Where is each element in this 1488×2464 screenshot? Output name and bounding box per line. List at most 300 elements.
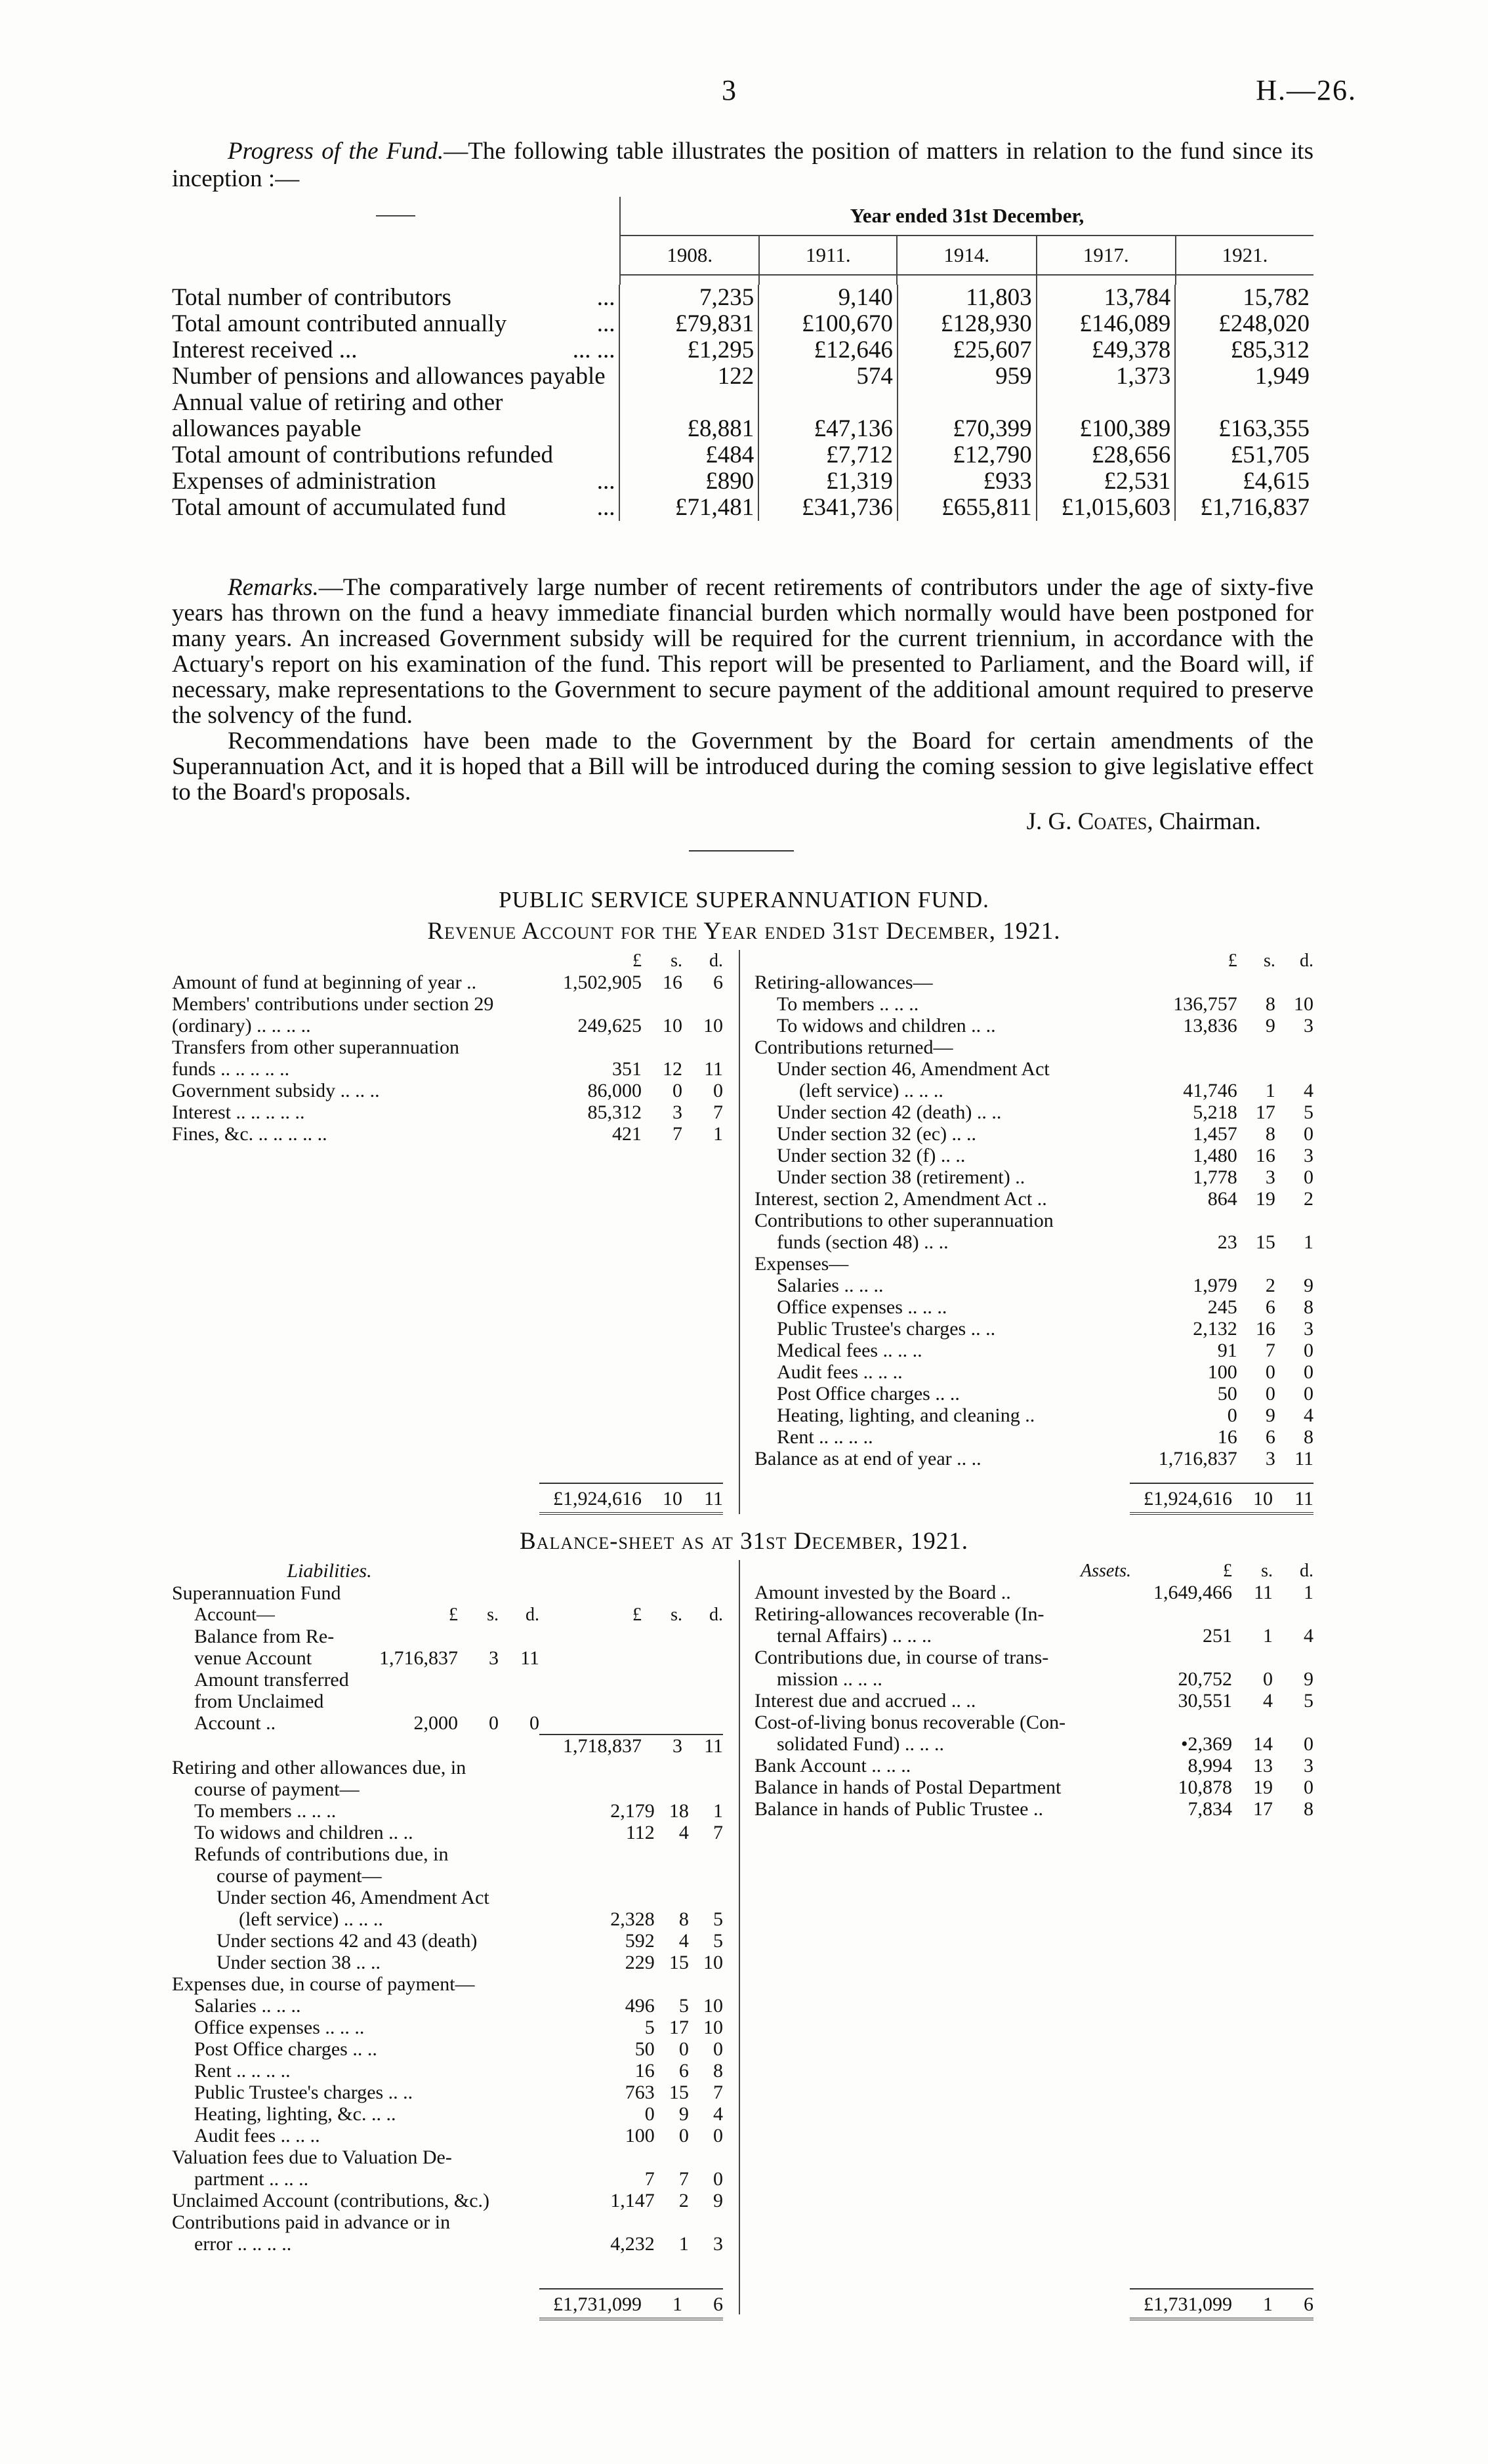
row-value: 13,784 [1037, 285, 1176, 311]
amount-pence: 0 [713, 2038, 723, 2060]
amount-pence: 4 [1304, 1405, 1313, 1426]
amount-pence: 0 [1304, 1361, 1313, 1383]
amount-pence [1273, 1647, 1313, 1668]
amount-shillings: 15 [669, 1952, 689, 1973]
amount-shillings: 8 [1265, 993, 1275, 1015]
account-row [754, 1668, 1313, 1690]
row-label [172, 390, 619, 442]
header-dash [376, 215, 415, 216]
account-description: Interest .. .. .. .. .. [172, 1101, 305, 1123]
account-row [754, 993, 1313, 1015]
amount-shillings: 19 [1255, 1188, 1275, 1210]
account-description: Retiring-allowances recoverable (In- [754, 1603, 1044, 1625]
col-shilling: s. [671, 1605, 682, 1625]
amount-shillings: 1 [1263, 1625, 1273, 1647]
amount-shillings: 8 [1265, 1123, 1275, 1145]
amount-shillings: 0 [1265, 1383, 1275, 1405]
row-value: £933 [898, 468, 1037, 495]
row-value: £12,646 [758, 337, 898, 363]
amount-pence: 9 [1304, 1668, 1313, 1690]
account-row [754, 1448, 1313, 1469]
row-label [172, 468, 619, 495]
amount-pounds: 763 [625, 2082, 655, 2103]
account-description: mission .. .. .. [777, 1668, 882, 1690]
account-row [172, 2082, 723, 2103]
account-description: Interest due and accrued .. .. [754, 1690, 976, 1712]
assets-heading: Assets. [1081, 1561, 1131, 1581]
amount-shillings: 12 [663, 1058, 682, 1080]
row-value: £248,020 [1218, 310, 1310, 337]
column-rule [739, 1560, 740, 2314]
amount-pounds: 30,551 [1178, 1690, 1232, 1712]
amount-pounds: 7,834 [1188, 1798, 1232, 1820]
row-label-text: Total amount contributed annually [172, 310, 507, 337]
amount-pence: 3 [1304, 1755, 1313, 1776]
amount-shillings: 11 [1254, 1582, 1273, 1603]
amount-shillings: 2 [678, 2190, 689, 2211]
amount-shillings: 0 [678, 2125, 689, 2146]
amount-pounds: 10,878 [1178, 1776, 1232, 1798]
balance-sheet-title: Balance-sheet as at 31st December, 1921. [520, 1528, 968, 1555]
amount-pounds: 351 [612, 1058, 642, 1080]
account-row [754, 1582, 1313, 1603]
col-pound: £ [449, 1605, 458, 1625]
amount-pence: 0 [1304, 1733, 1313, 1755]
amount-pounds: 41,746 [1183, 1080, 1237, 1101]
amount-shillings [655, 2211, 689, 2233]
account-row [172, 2146, 723, 2168]
amount-pounds [570, 1843, 655, 1865]
row-value: £71,481 [619, 495, 758, 521]
account-description: Under section 38 (retirement) .. [777, 1166, 1025, 1188]
account-row [754, 1188, 1313, 1210]
row-label [172, 337, 619, 363]
amount-pounds: 2,179 [610, 1800, 655, 1822]
amount-shillings: 0 [1263, 1668, 1273, 1690]
amount-pence [689, 1887, 723, 1908]
account-description: Salaries .. .. .. [777, 1275, 884, 1296]
account-row [172, 2125, 723, 2146]
revenue-receipts [172, 950, 723, 1145]
amount-pence: 8 [1304, 1426, 1313, 1448]
account-row [172, 2038, 723, 2060]
amount-pounds [1151, 1647, 1232, 1668]
amount-pounds: 1,979 [1193, 1275, 1237, 1296]
amount-pounds: 100 [625, 2125, 655, 2146]
revenue-payments [754, 950, 1313, 1469]
row-value: £49,378 [1037, 337, 1176, 363]
liab-line: Account .. [194, 1712, 276, 1734]
amount-pounds [1159, 1058, 1237, 1080]
signature-title: , Chairman. [1147, 808, 1261, 835]
amount-shillings [1237, 1058, 1275, 1080]
amount-pence: 10 [703, 2017, 723, 2038]
amount-pounds: 50 [634, 2038, 655, 2060]
account-row [754, 1340, 1313, 1361]
account-row [754, 1037, 1313, 1058]
amount-pence: 0 [1304, 1340, 1313, 1361]
col-pence: d. [1300, 1561, 1313, 1581]
amount-pence: 3 [1304, 1318, 1313, 1340]
account-row [754, 1015, 1313, 1037]
amount-pounds: 2,000 [413, 1712, 458, 1734]
table-row [172, 468, 1313, 495]
account-row [754, 1145, 1313, 1166]
account-description: Transfers from other superannuation [172, 1037, 459, 1058]
amount-pence: 8 [713, 2060, 723, 2082]
row-label [172, 495, 619, 521]
amount-shillings: 14 [1253, 1733, 1273, 1755]
amount-pounds: 2,132 [1193, 1318, 1237, 1340]
amount-pounds: 1,502,905 [563, 972, 642, 993]
account-description: Post Office charges .. .. [194, 2038, 377, 2060]
account-description: solidated Fund) .. .. .. [777, 1733, 944, 1755]
amount-shillings: 7 [1265, 1340, 1275, 1361]
amount-pence: 6 [713, 972, 723, 993]
account-row [172, 1995, 723, 2017]
amount-pounds: 85,312 [587, 1101, 642, 1123]
account-description: course of payment— [194, 1778, 360, 1800]
amount-shillings [1232, 1647, 1273, 1668]
row-value: 7,235 [619, 285, 758, 311]
table-row [172, 285, 1313, 311]
row-value: £12,790 [898, 442, 1037, 468]
signature-name: J. G. Coates [1026, 808, 1147, 835]
row-value: £4,615 [1243, 468, 1310, 495]
progress-table [172, 197, 1313, 521]
amount-pounds: 86,000 [587, 1080, 642, 1101]
account-row [172, 1037, 723, 1058]
account-row [754, 972, 1313, 993]
row-leader-dots: ... ... [572, 337, 615, 363]
row-value: 574 [758, 363, 898, 390]
remarks-paragraph-2: Recommendations have been made to the Government by the Board for certain amendments of the Superannuation Act, and it is hoped that a Bill will be introduced during the coming session to give legislative effect to the Board's proposals. [172, 728, 1313, 806]
amount-pence: 11 [1294, 1448, 1313, 1469]
total-shillings: 10 [642, 1483, 682, 1513]
fund-account-pounds: 1,718,837 [563, 1735, 642, 1757]
amount-pence: 0 [1304, 1383, 1313, 1405]
amount-shillings [642, 993, 682, 1015]
row-label-text: Annual value of retiring and other allowances payable [172, 389, 503, 442]
account-row [754, 1405, 1313, 1426]
account-description: (left service) .. .. .. [239, 1908, 383, 1930]
amount-pounds [570, 1757, 655, 1778]
liabilities-heading: Liabilities. [287, 1560, 372, 1582]
row-value: £146,089 [1037, 311, 1176, 337]
amount-pounds: 1,716,837 [379, 1647, 458, 1669]
account-description: Valuation fees due to Valuation De- [172, 2146, 452, 2168]
row-label [172, 285, 619, 311]
account-row [172, 1123, 723, 1145]
account-description: To widows and children .. .. [194, 1822, 413, 1843]
amount-pounds: 864 [1207, 1188, 1237, 1210]
amount-shillings: 0 [489, 1712, 499, 1734]
account-row [172, 2233, 723, 2255]
amount-pence: 8 [1304, 1296, 1313, 1318]
table-row [172, 495, 1313, 521]
row-value: £163,355 [1218, 415, 1310, 442]
total-pounds: £1,731,099 [539, 2289, 642, 2319]
row-label [172, 442, 619, 468]
amount-pence: 0 [1304, 1166, 1313, 1188]
account-row [172, 1887, 723, 1908]
amount-pounds: 5 [644, 2017, 655, 2038]
amount-shillings: 3 [672, 1101, 682, 1123]
amount-pounds: 20,752 [1178, 1668, 1232, 1690]
account-description: Contributions paid in advance or in [172, 2211, 451, 2233]
amount-pence: 0 [1304, 1776, 1313, 1798]
liab-line: Superannuation Fund [172, 1582, 341, 1604]
amount-pounds: 1,147 [610, 2190, 655, 2211]
amount-pence: 1 [713, 1800, 723, 1822]
table-row [172, 390, 1313, 442]
amount-pence [1275, 1210, 1313, 1231]
amount-shillings: 17 [669, 2017, 689, 2038]
amount-pence: 1 [1304, 1231, 1313, 1253]
amount-shillings: 1 [678, 2233, 689, 2255]
amount-pence: 3 [1304, 1015, 1313, 1037]
amount-pence: 7 [713, 1101, 723, 1123]
amount-pence: 0 [713, 2125, 723, 2146]
row-value: £341,736 [758, 495, 898, 521]
page-number: 3 [722, 74, 736, 106]
amount-pence: 1 [1304, 1582, 1313, 1603]
amount-pounds: 13,836 [1183, 1015, 1237, 1037]
row-value: 1,373 [1037, 363, 1176, 390]
account-description: Office expenses .. .. .. [777, 1296, 947, 1318]
amount-shillings [1237, 1253, 1275, 1275]
col-pence: d. [1300, 951, 1313, 971]
liab-line: from Unclaimed [194, 1691, 324, 1712]
amount-pounds [1151, 1712, 1232, 1733]
amount-pounds [1159, 1253, 1237, 1275]
account-description: Under section 46, Amendment Act [217, 1887, 489, 1908]
account-description: (left service) .. .. .. [799, 1080, 943, 1101]
amount-pounds: 1,716,837 [1158, 1448, 1237, 1469]
account-description: Fines, &c. .. .. .. .. .. [172, 1123, 327, 1145]
account-description: funds .. .. .. .. .. [172, 1058, 290, 1080]
col-shilling: s. [671, 951, 682, 971]
account-description: Medical fees .. .. .. [777, 1340, 922, 1361]
total-shillings: 1 [642, 2289, 682, 2319]
account-description: Retiring and other allowances due, in [172, 1757, 466, 1778]
account-description: Salaries .. .. .. [194, 1995, 301, 2017]
amount-pounds: 1,778 [1193, 1166, 1237, 1188]
account-description: Under section 42 (death) .. .. [777, 1101, 1002, 1123]
amount-shillings: 0 [1265, 1361, 1275, 1383]
row-label-text: Number of pensions and allowances payable [172, 363, 606, 390]
account-description: error .. .. .. .. [194, 2233, 292, 2255]
account-row [172, 1865, 723, 1887]
account-row [754, 1361, 1313, 1383]
amount-pence: 9 [1304, 1275, 1313, 1296]
amount-pence: 3 [713, 2233, 723, 2255]
amount-shillings: 3 [1265, 1448, 1275, 1469]
amount-pence [689, 1757, 723, 1778]
account-row [172, 1080, 723, 1101]
account-description: Office expenses .. .. .. [194, 2017, 365, 2038]
amount-pence [1273, 1603, 1313, 1625]
total-pounds: £1,924,616 [539, 1483, 642, 1513]
liab-line: Balance from Re- [194, 1626, 335, 1647]
amount-shillings: 5 [678, 1995, 689, 2017]
account-row [172, 2168, 723, 2190]
row-value: £25,607 [898, 337, 1037, 363]
amount-pounds: 16 [634, 2060, 655, 2082]
liab-line: Amount transferred [194, 1669, 349, 1691]
progress-heading: Progress of the Fund. [228, 138, 444, 165]
amount-shillings: 16 [1255, 1318, 1275, 1340]
amount-shillings [655, 2146, 689, 2168]
amount-pounds [570, 1887, 655, 1908]
amount-pence: 4 [1304, 1080, 1313, 1101]
account-row [754, 1123, 1313, 1145]
total-pounds: £1,924,616 [1130, 1483, 1232, 1513]
amount-shillings: 9 [1265, 1405, 1275, 1426]
table-row [172, 337, 1313, 363]
amount-shillings [1237, 1210, 1275, 1231]
row-value: 959 [898, 363, 1037, 390]
amount-pence: 10 [703, 1995, 723, 2017]
account-row [754, 1296, 1313, 1318]
account-description: Cost-of-living bonus recoverable (Con- [754, 1712, 1066, 1733]
account-row [754, 1318, 1313, 1340]
row-label-text: Interest received ... [172, 337, 358, 363]
account-description: Interest, section 2, Amendment Act .. [754, 1188, 1047, 1210]
amount-shillings: 17 [1255, 1101, 1275, 1123]
account-description: To members .. .. .. [194, 1800, 337, 1822]
amount-pence: 5 [713, 1930, 723, 1952]
account-row [754, 1383, 1313, 1405]
amount-pounds: 1,480 [1193, 1145, 1237, 1166]
amount-pounds: 16 [1217, 1426, 1237, 1448]
account-row [172, 1015, 723, 1037]
row-value: £1,716,837 [1200, 494, 1310, 521]
account-row [172, 1778, 723, 1800]
row-value: £85,312 [1230, 337, 1310, 363]
amount-pounds: 4,232 [610, 2233, 655, 2255]
liab-line: venue Account [194, 1647, 312, 1669]
account-description: funds (section 48) .. .. [777, 1231, 949, 1253]
col-pound: £ [1223, 1561, 1232, 1581]
amount-pounds: 496 [625, 1995, 655, 2017]
col-shilling: s. [1263, 951, 1275, 971]
amount-shillings: 2 [1265, 1275, 1275, 1296]
progress-intro [172, 138, 1313, 193]
amount-shillings [655, 1757, 689, 1778]
remarks-section [172, 575, 1313, 834]
amount-pounds: 0 [1227, 1405, 1237, 1426]
amount-shillings [655, 1887, 689, 1908]
row-value: £47,136 [758, 390, 898, 442]
revenue-account-title: Revenue Account for the Year ended 31st December, 1921. [427, 918, 1061, 945]
amount-pence [1275, 1058, 1313, 1080]
account-row [172, 1822, 723, 1843]
amount-pence [1275, 1253, 1313, 1275]
amount-pounds [570, 2211, 655, 2233]
account-row [754, 1733, 1313, 1755]
year-header: Year ended 31st December, [620, 197, 1313, 236]
row-value: 9,140 [758, 285, 898, 311]
row-value: £128,930 [898, 311, 1037, 337]
amount-pounds [539, 1037, 642, 1058]
account-description: Contributions to other superannuation [754, 1210, 1054, 1231]
document-reference: H.—26. [1256, 74, 1357, 106]
account-description: Under section 32 (f) .. .. [777, 1145, 966, 1166]
amount-pence: 7 [713, 1822, 723, 1843]
amount-shillings: 1 [1265, 1080, 1275, 1101]
row-value: £100,670 [758, 311, 898, 337]
row-value: £1,295 [619, 337, 758, 363]
account-description: Balance in hands of Public Trustee .. [754, 1798, 1043, 1820]
account-description: Heating, lighting, &c. .. .. [194, 2103, 396, 2125]
amount-shillings: 6 [1265, 1426, 1275, 1448]
row-value: £7,712 [758, 442, 898, 468]
row-leader-dots: ... [596, 494, 615, 521]
account-row [754, 1798, 1313, 1820]
amount-pence: 5 [1304, 1690, 1313, 1712]
revenue-payments-total [1130, 1483, 1313, 1515]
amount-pence: 2 [1304, 1188, 1313, 1210]
assets [754, 1560, 1313, 1820]
table-row [172, 442, 1313, 468]
account-row [172, 2017, 723, 2038]
account-description: Under section 38 .. .. [217, 1952, 381, 1973]
amount-shillings [1237, 1037, 1275, 1058]
col-shilling: s. [1261, 1561, 1273, 1581]
amount-shillings: 18 [669, 1800, 689, 1822]
col-pound: £ [1228, 951, 1237, 971]
amount-pence: 4 [713, 2103, 723, 2125]
row-value: 1,949 [1254, 363, 1310, 390]
progress-intro-text: —The following table illustrates the position of matters in relation to the fund since its inception :— [172, 138, 1313, 192]
account-row [754, 1625, 1313, 1647]
row-label-text: Total amount of accumulated fund [172, 494, 506, 521]
amount-shillings: 16 [1255, 1145, 1275, 1166]
section-divider [689, 850, 794, 852]
amount-pounds: •2,369 [1180, 1733, 1232, 1755]
amount-shillings [642, 1037, 682, 1058]
amount-shillings: 9 [678, 2103, 689, 2125]
account-row [754, 1690, 1313, 1712]
row-value: £1,015,603 [1037, 495, 1176, 521]
amount-pence: 10 [1294, 993, 1313, 1015]
amount-pence: 0 [713, 1080, 723, 1101]
total-shillings: 10 [1232, 1483, 1273, 1513]
amount-pounds: 251 [1203, 1625, 1232, 1647]
amount-shillings: 13 [1253, 1755, 1273, 1776]
total-pence: 6 [1273, 2289, 1313, 2319]
amount-pounds [1159, 972, 1237, 993]
amount-pence: 7 [713, 2082, 723, 2103]
amount-shillings: 8 [678, 1908, 689, 1930]
amount-pence: 0 [713, 2168, 723, 2190]
account-description: To members .. .. .. [777, 993, 919, 1015]
year-col: 1917. [1037, 236, 1176, 275]
row-value: 15,782 [1243, 284, 1310, 311]
amount-pounds: 23 [1217, 1231, 1237, 1253]
account-description: Members' contributions under section 29 [172, 993, 494, 1015]
account-row [754, 1275, 1313, 1296]
amount-pounds: 1,457 [1193, 1123, 1237, 1145]
account-row [172, 993, 723, 1015]
account-description: Expenses due, in course of payment— [172, 1973, 475, 1995]
fund-title: PUBLIC SERVICE SUPERANNUATION FUND. [499, 887, 989, 913]
amount-pence: 0 [529, 1712, 539, 1734]
amount-pounds: 2,328 [610, 1908, 655, 1930]
amount-shillings: 3 [1265, 1166, 1275, 1188]
amount-pounds: 245 [1207, 1296, 1237, 1318]
